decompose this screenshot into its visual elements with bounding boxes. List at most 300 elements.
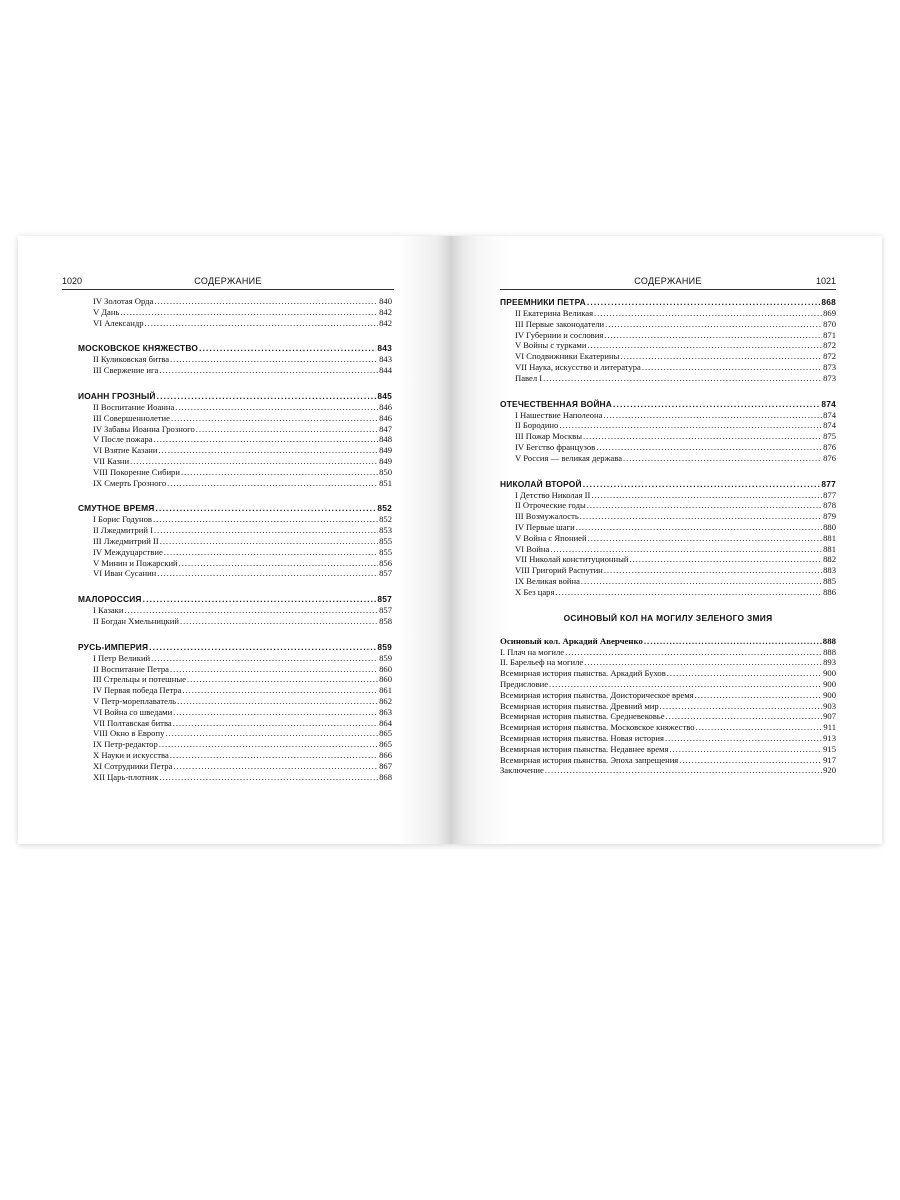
dot-leader xyxy=(629,554,822,565)
toc-entry xyxy=(500,565,836,576)
dot-leader xyxy=(177,696,378,707)
toc-entry-label: IV Первые шаги xyxy=(515,521,575,532)
dot-leader xyxy=(620,351,822,362)
toc-entry xyxy=(500,340,836,351)
toc-entry-page: 872 xyxy=(823,351,836,362)
toc-entry-page: 877 xyxy=(823,489,836,500)
toc-entry-label: IV Губернии и сословия xyxy=(515,329,604,340)
toc-entry xyxy=(500,657,836,668)
toc-entry xyxy=(500,351,836,362)
toc-entry-label: XI Сотрудники Петра xyxy=(93,760,173,771)
toc-entry-page: 863 xyxy=(379,706,392,717)
toc-entry-page: 846 xyxy=(379,412,392,423)
dot-leader xyxy=(164,547,378,558)
toc-entry-page: 881 xyxy=(823,532,836,543)
dot-leader xyxy=(167,478,378,489)
toc-entry xyxy=(78,354,392,365)
dot-leader xyxy=(175,402,378,413)
toc-entry-label: IV Забавы Иоанна Грозного xyxy=(93,423,195,434)
toc-entry-page: 849 xyxy=(379,445,392,456)
toc-entry xyxy=(500,511,836,522)
toc-entry-page: 850 xyxy=(379,466,392,477)
toc-entry xyxy=(78,478,392,489)
toc-entry-label: II Воспитание Иоанна xyxy=(93,401,175,412)
toc-entry-page: 866 xyxy=(379,749,392,760)
toc-entry xyxy=(78,685,392,696)
dot-leader xyxy=(604,330,822,341)
toc-part-section xyxy=(500,636,836,777)
toc-entry-page: 867 xyxy=(379,760,392,771)
dot-leader xyxy=(604,565,822,576)
toc-entry-page: 864 xyxy=(379,717,392,728)
toc-entry-label: Заключение xyxy=(500,765,544,776)
dot-leader xyxy=(120,307,378,318)
dot-leader xyxy=(180,616,378,627)
toc-entry xyxy=(78,772,392,783)
toc-entry-label: Всемирная история пьянства. Новая история xyxy=(500,732,664,743)
dot-leader xyxy=(154,525,378,536)
toc-entry-label: III Совершеннолетие xyxy=(93,412,170,423)
dot-leader xyxy=(550,544,822,555)
dot-leader xyxy=(170,664,378,675)
toc-entry-page: 886 xyxy=(823,586,836,597)
left-running-head xyxy=(62,276,394,288)
toc-entry xyxy=(78,707,392,718)
toc-entry-label: Всемирная история пьянства. Средневековье xyxy=(500,711,665,722)
toc-entry-page: 876 xyxy=(823,452,836,463)
dot-leader xyxy=(584,657,822,668)
toc-section-heading xyxy=(78,641,392,653)
toc-entry-page: 843 xyxy=(379,354,392,365)
toc-entry-label: V Россия — великая держава xyxy=(515,452,623,463)
dot-leader xyxy=(159,365,378,376)
toc-entry-label: VI Сподвижники Екатерины xyxy=(515,351,620,362)
toc-entry xyxy=(500,668,836,679)
toc-entry-label: Всемирная история пьянства. Московское княжество xyxy=(500,722,695,733)
toc-entry-page: 877 xyxy=(821,478,836,489)
dot-leader xyxy=(696,722,823,733)
toc-entry-page: 865 xyxy=(379,728,392,739)
toc-section xyxy=(500,398,836,464)
dot-leader xyxy=(182,685,378,696)
toc-entry xyxy=(78,547,392,558)
dot-leader xyxy=(596,442,822,453)
toc-entry xyxy=(78,605,392,616)
toc-entry-page: 840 xyxy=(379,296,392,306)
dot-leader xyxy=(170,354,378,365)
toc-entry-page: 903 xyxy=(823,700,836,711)
toc-entry-page: 849 xyxy=(379,455,392,466)
toc-entry-page: 843 xyxy=(377,343,392,354)
dot-leader xyxy=(160,536,378,547)
dot-leader xyxy=(666,711,823,722)
left-header-rule xyxy=(62,289,394,290)
toc-entry-label: VII Николай конституционный xyxy=(515,554,629,565)
dot-leader xyxy=(555,587,822,598)
toc-entry-label: VIII Окно в Европу xyxy=(93,728,165,739)
toc-entry xyxy=(500,544,836,555)
dot-leader xyxy=(154,434,379,445)
dot-leader xyxy=(576,522,822,533)
toc-entry-page: 873 xyxy=(823,372,836,383)
dot-leader xyxy=(179,558,378,569)
toc-entry-page: 876 xyxy=(823,441,836,452)
right-toc xyxy=(500,296,836,790)
toc-entry-page: 860 xyxy=(379,663,392,674)
left-page-number: 1020 xyxy=(62,276,83,286)
toc-entry xyxy=(78,696,392,707)
toc-entry xyxy=(78,413,392,424)
toc-entry xyxy=(500,755,836,766)
toc-entry-label: V Минин и Пожарский xyxy=(93,557,178,568)
toc-entry-page: 851 xyxy=(379,477,392,488)
toc-entry-label: II Богдан Хмельницкий xyxy=(93,615,179,626)
toc-entry xyxy=(78,402,392,413)
dot-leader xyxy=(159,772,378,783)
dot-leader xyxy=(124,605,378,616)
book-spread xyxy=(18,236,882,844)
toc-entry xyxy=(78,558,392,569)
toc-entry-label: VI Иван Сусанин xyxy=(93,568,157,579)
toc-entry xyxy=(500,701,836,712)
dot-leader xyxy=(165,728,378,739)
toc-entry xyxy=(78,434,392,445)
toc-entry-label: X Науки и искусства xyxy=(93,749,169,760)
dot-leader xyxy=(149,641,376,653)
toc-entry-page: 872 xyxy=(823,340,836,351)
toc-entry xyxy=(78,739,392,750)
toc-entry xyxy=(500,533,836,544)
dot-leader xyxy=(145,318,379,329)
toc-entry-page: 874 xyxy=(823,420,836,431)
toc-section xyxy=(500,296,836,384)
toc-entry-label: III Свержение ига xyxy=(93,365,159,376)
toc-entry-page: 858 xyxy=(379,615,392,626)
toc-entry xyxy=(500,442,836,453)
toc-entry-label: III Пожар Москвы xyxy=(515,431,582,442)
toc-entry-page: 915 xyxy=(823,743,836,754)
toc-entry-page: 880 xyxy=(823,521,836,532)
toc-entry-label: IX Петр-редактор xyxy=(93,739,158,750)
toc-entry-page: 855 xyxy=(379,546,392,557)
toc-entry-page: 856 xyxy=(379,557,392,568)
toc-entry-page: 900 xyxy=(823,689,836,700)
toc-entry xyxy=(78,318,392,329)
toc-entry xyxy=(500,679,836,690)
toc-entry xyxy=(500,453,836,464)
toc-entry-page: 882 xyxy=(823,554,836,565)
toc-entry-label: Всемирная история пьянства. Эпоха запрещения xyxy=(500,754,679,765)
dot-leader xyxy=(196,424,378,435)
toc-entry-page: 868 xyxy=(821,297,836,307)
dot-leader xyxy=(545,765,822,776)
toc-entry-page: 846 xyxy=(379,401,392,412)
toc-entry-label: VII Наука, искусство и литература xyxy=(515,361,641,372)
right-page xyxy=(450,236,882,844)
dot-leader xyxy=(173,707,378,718)
toc-entry-page: 855 xyxy=(379,535,392,546)
toc-entry-label: I Детство Николая II xyxy=(515,489,591,500)
dot-leader xyxy=(158,445,378,456)
dot-leader xyxy=(623,453,822,464)
toc-entry xyxy=(500,362,836,373)
toc-section xyxy=(78,593,392,627)
toc-entry xyxy=(78,445,392,456)
toc-entry-label: IV Междуцарствие xyxy=(93,546,163,557)
toc-section-heading xyxy=(500,296,836,308)
toc-entry-label: II Лжедмитрий I xyxy=(93,525,154,536)
toc-entry xyxy=(78,307,392,318)
toc-entry-label: II Куликовская битва xyxy=(93,354,170,365)
dot-leader xyxy=(594,308,822,319)
dot-leader xyxy=(587,296,821,308)
toc-entry-label: ИОАНН ГРОЗНЫЙ xyxy=(78,390,156,401)
toc-entry xyxy=(78,750,392,761)
toc-entry-label: VII Полтавская битва xyxy=(93,717,172,728)
toc-entry-page: 881 xyxy=(823,543,836,554)
toc-entry-page: 859 xyxy=(379,652,392,663)
toc-entry xyxy=(500,722,836,733)
toc-entry xyxy=(78,424,392,435)
left-toc xyxy=(78,296,392,796)
toc-entry-page: 842 xyxy=(379,317,392,328)
toc-entry-label: IV Первая победа Петра xyxy=(93,685,182,696)
toc-entry-label: III Первые законодатели xyxy=(515,318,605,329)
toc-entry xyxy=(78,718,392,729)
toc-entry xyxy=(500,744,836,755)
toc-part-heading xyxy=(500,636,836,647)
toc-entry-label: МОСКОВСКОЕ КНЯЖЕСТВО xyxy=(78,343,199,354)
toc-entry-label: V После пожара xyxy=(93,434,153,445)
toc-entry-label: I. Плач на могиле xyxy=(500,646,565,657)
toc-entry-page: 857 xyxy=(379,605,392,616)
toc-entry-label: II Воспитание Петра xyxy=(93,663,169,674)
toc-entry-label: II. Барельеф на могиле xyxy=(500,657,584,668)
dot-leader xyxy=(154,296,378,307)
toc-entry xyxy=(78,365,392,376)
toc-entry-label: V Войны с турками xyxy=(515,340,587,351)
toc-section-heading xyxy=(500,478,836,490)
toc-entry-page: 844 xyxy=(379,365,392,376)
toc-entry-label: НИКОЛАЙ ВТОРОЙ xyxy=(500,478,582,489)
toc-entry-page: 900 xyxy=(823,678,836,689)
toc-entry xyxy=(78,514,392,525)
part-title: ОСИНОВЫЙ КОЛ НА МОГИЛУ ЗЕЛЕНОГО ЗМИЯ xyxy=(563,612,773,623)
toc-entry-label: VIII Покорение Сибири xyxy=(93,466,180,477)
toc-entry-page: 860 xyxy=(379,674,392,685)
toc-entry-label: Всемирная история пьянства. Недавнее время xyxy=(500,743,669,754)
toc-entry xyxy=(78,568,392,579)
toc-entry xyxy=(78,296,392,307)
dot-leader xyxy=(171,413,378,424)
toc-entry-page: 869 xyxy=(823,308,836,318)
toc-section-heading xyxy=(78,502,392,514)
toc-entry-label: Всемирная история пьянства. Аркадий Бухов xyxy=(500,668,666,679)
toc-entry-page: 885 xyxy=(823,575,836,586)
toc-entry-page: 859 xyxy=(377,641,392,652)
dot-leader xyxy=(580,511,822,522)
dot-leader xyxy=(583,478,821,490)
toc-entry-label: VI Война xyxy=(515,543,550,554)
toc-entry-page: 861 xyxy=(379,685,392,696)
right-page-number: 1021 xyxy=(815,276,836,286)
toc-entry xyxy=(500,522,836,533)
toc-entry-label: I Борис Годунов xyxy=(93,514,152,525)
toc-entry-label: III Лжедмитрий II xyxy=(93,535,159,546)
toc-entry-page: 913 xyxy=(823,732,836,743)
toc-entry-label: V Война с Японией xyxy=(515,532,587,543)
toc-entry-label: II Екатерина Великая xyxy=(515,308,594,318)
toc-entry xyxy=(500,554,836,565)
dot-leader xyxy=(143,593,377,605)
toc-entry-page: 900 xyxy=(823,668,836,679)
toc-entry xyxy=(500,308,836,319)
toc-entry-label: СМУТНОЕ ВРЕМЯ xyxy=(78,503,155,514)
dot-leader xyxy=(199,342,376,354)
dot-leader xyxy=(667,668,822,679)
toc-entry-label: IV Бегство французов xyxy=(515,441,596,452)
toc-entry xyxy=(78,536,392,547)
dot-leader xyxy=(559,420,822,431)
toc-entry xyxy=(500,765,836,776)
toc-entry-label: VIII Григорий Распутин xyxy=(515,565,603,576)
dot-leader xyxy=(187,674,378,685)
toc-entry-page: 870 xyxy=(823,318,836,329)
toc-entry-label: Предисловие xyxy=(500,678,549,689)
toc-entry-page: 847 xyxy=(379,423,392,434)
dot-leader xyxy=(170,750,378,761)
toc-entry xyxy=(500,420,836,431)
toc-entry-label: МАЛОРОССИЯ xyxy=(78,594,142,605)
toc-entry-label: VI Александр xyxy=(93,317,144,328)
toc-entry-label: Всемирная история пьянства. Древний мир xyxy=(500,700,659,711)
toc-entry-label: XII Царь-плотник xyxy=(93,771,159,782)
dot-leader xyxy=(157,390,377,402)
toc-entry-label: ОТЕЧЕСТВЕННАЯ ВОЙНА xyxy=(500,398,613,409)
toc-entry xyxy=(500,690,836,701)
toc-entry-label: ПРЕЕМНИКИ ПЕТРА xyxy=(500,297,586,307)
right-running-head xyxy=(500,276,836,288)
toc-entry-label: IX Смерть Грозного xyxy=(93,477,167,488)
dot-leader xyxy=(665,733,822,744)
toc-section-heading xyxy=(78,593,392,605)
toc-section-heading xyxy=(500,398,836,410)
toc-entry-page: 888 xyxy=(823,646,836,657)
toc-entry-page: 842 xyxy=(379,306,392,317)
toc-entry-label: Павел I xyxy=(515,372,543,383)
toc-section xyxy=(500,478,836,598)
dot-leader xyxy=(660,701,822,712)
toc-entry-label: Осиновый кол. Аркадий Аверченко xyxy=(500,635,643,646)
dot-leader xyxy=(156,502,377,514)
toc-entry-page: 857 xyxy=(377,594,392,605)
toc-entry xyxy=(78,761,392,772)
toc-entry-label: V Петр-мореплаватель xyxy=(93,695,177,706)
toc-entry-label: V Дань xyxy=(93,306,120,317)
left-running-title: СОДЕРЖАНИЕ xyxy=(194,276,262,286)
toc-entry xyxy=(500,319,836,330)
toc-entry-page: 868 xyxy=(379,771,392,782)
dot-leader xyxy=(159,739,378,750)
toc-entry-page: 879 xyxy=(823,511,836,522)
toc-entry xyxy=(500,373,836,384)
toc-entry-page: 911 xyxy=(823,722,836,733)
dot-leader xyxy=(173,761,378,772)
toc-entry xyxy=(78,674,392,685)
toc-section xyxy=(78,390,392,488)
toc-section xyxy=(78,641,392,783)
toc-entry-page: 907 xyxy=(823,711,836,722)
toc-section xyxy=(78,296,392,328)
toc-entry-label: II Бородино xyxy=(515,420,559,431)
toc-entry xyxy=(78,653,392,664)
toc-entry-page: 875 xyxy=(823,431,836,442)
toc-entry-page: 862 xyxy=(379,695,392,706)
dot-leader xyxy=(181,467,378,478)
dot-leader xyxy=(587,500,822,511)
toc-entry xyxy=(500,576,836,587)
toc-entry-label: VI Взятие Казани xyxy=(93,445,158,456)
dot-leader xyxy=(669,744,822,755)
toc-entry-page: 893 xyxy=(823,657,836,668)
toc-entry-page: 888 xyxy=(822,635,836,646)
toc-entry xyxy=(78,664,392,675)
dot-leader xyxy=(151,653,378,664)
toc-entry-page: 917 xyxy=(823,754,836,765)
toc-entry-label: X Без царя xyxy=(515,586,555,597)
toc-entry-page: 848 xyxy=(379,434,392,445)
dot-leader xyxy=(157,568,378,579)
toc-entry xyxy=(500,330,836,341)
toc-entry-page: 920 xyxy=(823,765,836,776)
toc-entry xyxy=(500,587,836,598)
dot-leader xyxy=(581,576,822,587)
toc-section xyxy=(78,502,392,579)
toc-entry-label: Всемирная история пьянства. Доисторическое время xyxy=(500,689,694,700)
toc-entry-label: I Петр Великий xyxy=(93,652,151,663)
toc-entry xyxy=(500,733,836,744)
toc-entry xyxy=(500,410,836,421)
toc-entry xyxy=(78,456,392,467)
toc-entry-page: 853 xyxy=(379,525,392,536)
dot-leader xyxy=(153,514,378,525)
dot-leader xyxy=(695,690,823,701)
left-page xyxy=(18,236,450,844)
toc-entry xyxy=(500,647,836,658)
toc-entry-page: 874 xyxy=(823,409,836,420)
toc-entry xyxy=(78,728,392,739)
dot-leader xyxy=(565,647,822,658)
dot-leader xyxy=(130,456,378,467)
toc-entry-page: 852 xyxy=(379,514,392,525)
toc-entry xyxy=(78,467,392,478)
toc-entry-label: IX Великая война xyxy=(515,575,580,586)
dot-leader xyxy=(603,410,822,421)
toc-entry xyxy=(500,490,836,501)
toc-entry xyxy=(500,500,836,511)
right-running-title: СОДЕРЖАНИЕ xyxy=(634,276,702,286)
toc-entry-page: 871 xyxy=(823,329,836,340)
toc-entry-label: I Нашествие Наполеона xyxy=(515,409,603,420)
toc-section xyxy=(78,342,392,376)
dot-leader xyxy=(583,431,822,442)
toc-entry-label: VII Казни xyxy=(93,455,130,466)
dot-leader xyxy=(642,362,822,373)
toc-entry-page: 878 xyxy=(823,500,836,511)
dot-leader xyxy=(613,398,820,410)
dot-leader xyxy=(591,490,822,501)
toc-entry xyxy=(78,525,392,536)
